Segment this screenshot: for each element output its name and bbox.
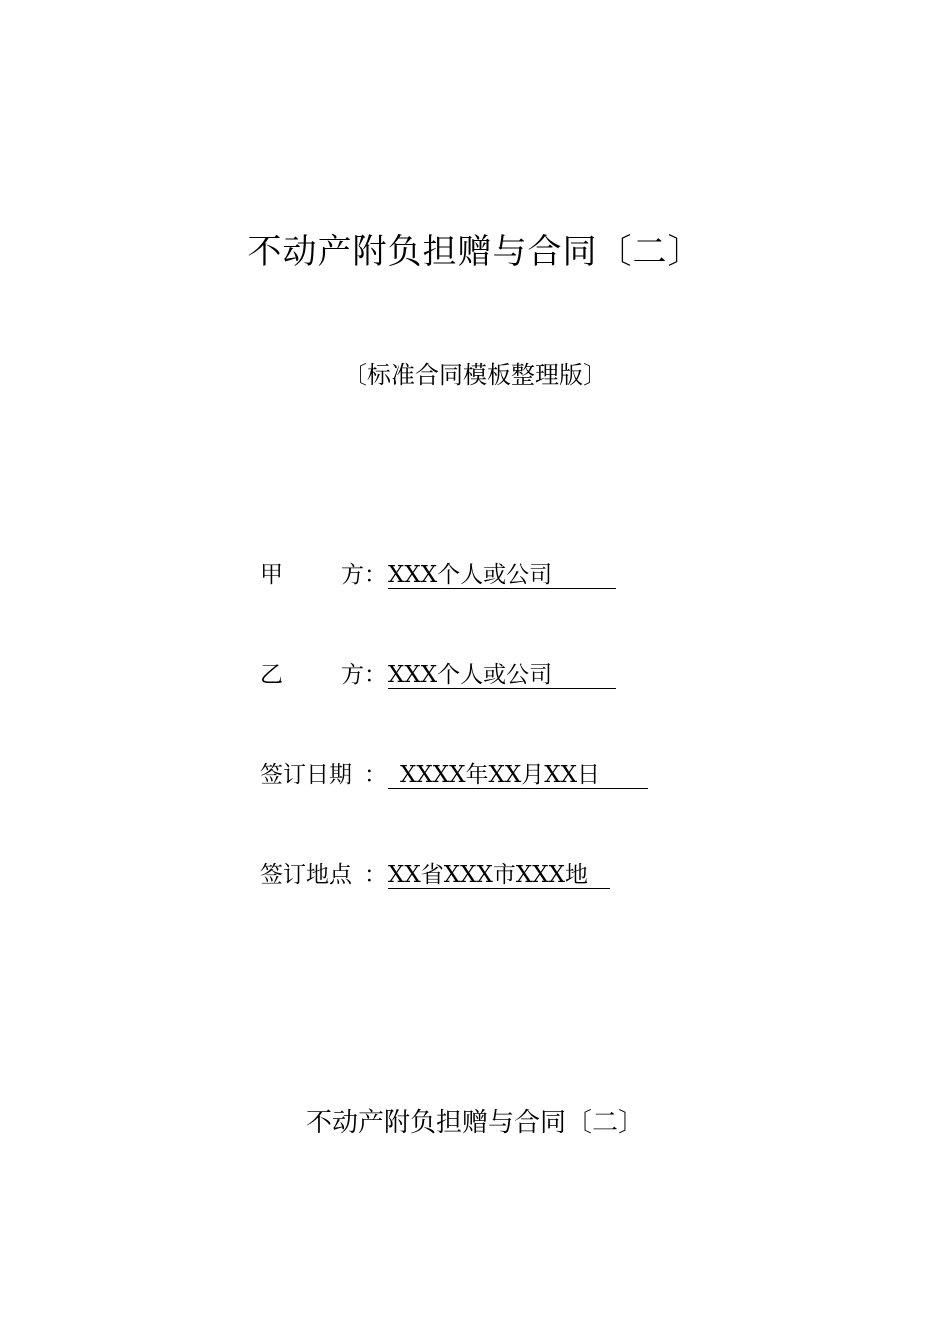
document-subtitle: 〔标准合同模板整理版〕	[343, 361, 607, 389]
party-b-colon: ：	[364, 662, 387, 688]
party-a-value: XXX个人或公司	[388, 562, 616, 589]
sign-place-field	[260, 858, 610, 892]
sign-date-colon: ：	[364, 762, 387, 788]
sign-date-label: 签订日期	[260, 762, 352, 788]
party-b-value: XXX个人或公司	[388, 662, 616, 689]
party-b-field	[260, 658, 616, 692]
party-a-label-last: 方	[341, 562, 364, 588]
party-b-label	[260, 658, 364, 692]
party-b-label-first: 乙	[260, 662, 283, 688]
sign-date-value: XXXX年XX月XX日	[388, 762, 648, 789]
party-a-label	[260, 558, 364, 592]
sign-place-value: XX省XXX市XXX地	[388, 862, 610, 889]
sign-place-label: 签订地点	[260, 862, 352, 888]
party-a-label-first: 甲	[260, 562, 283, 588]
party-b-label-last: 方	[341, 662, 364, 688]
party-a-field	[260, 558, 616, 592]
party-a-colon: ：	[364, 562, 387, 588]
document-title: 不动产附负担赠与合同〔二〕	[247, 232, 703, 272]
contract-body-title: 不动产附负担赠与合同〔二〕	[305, 1108, 644, 1138]
sign-place-colon: ：	[364, 862, 387, 888]
sign-date-field	[260, 758, 648, 792]
